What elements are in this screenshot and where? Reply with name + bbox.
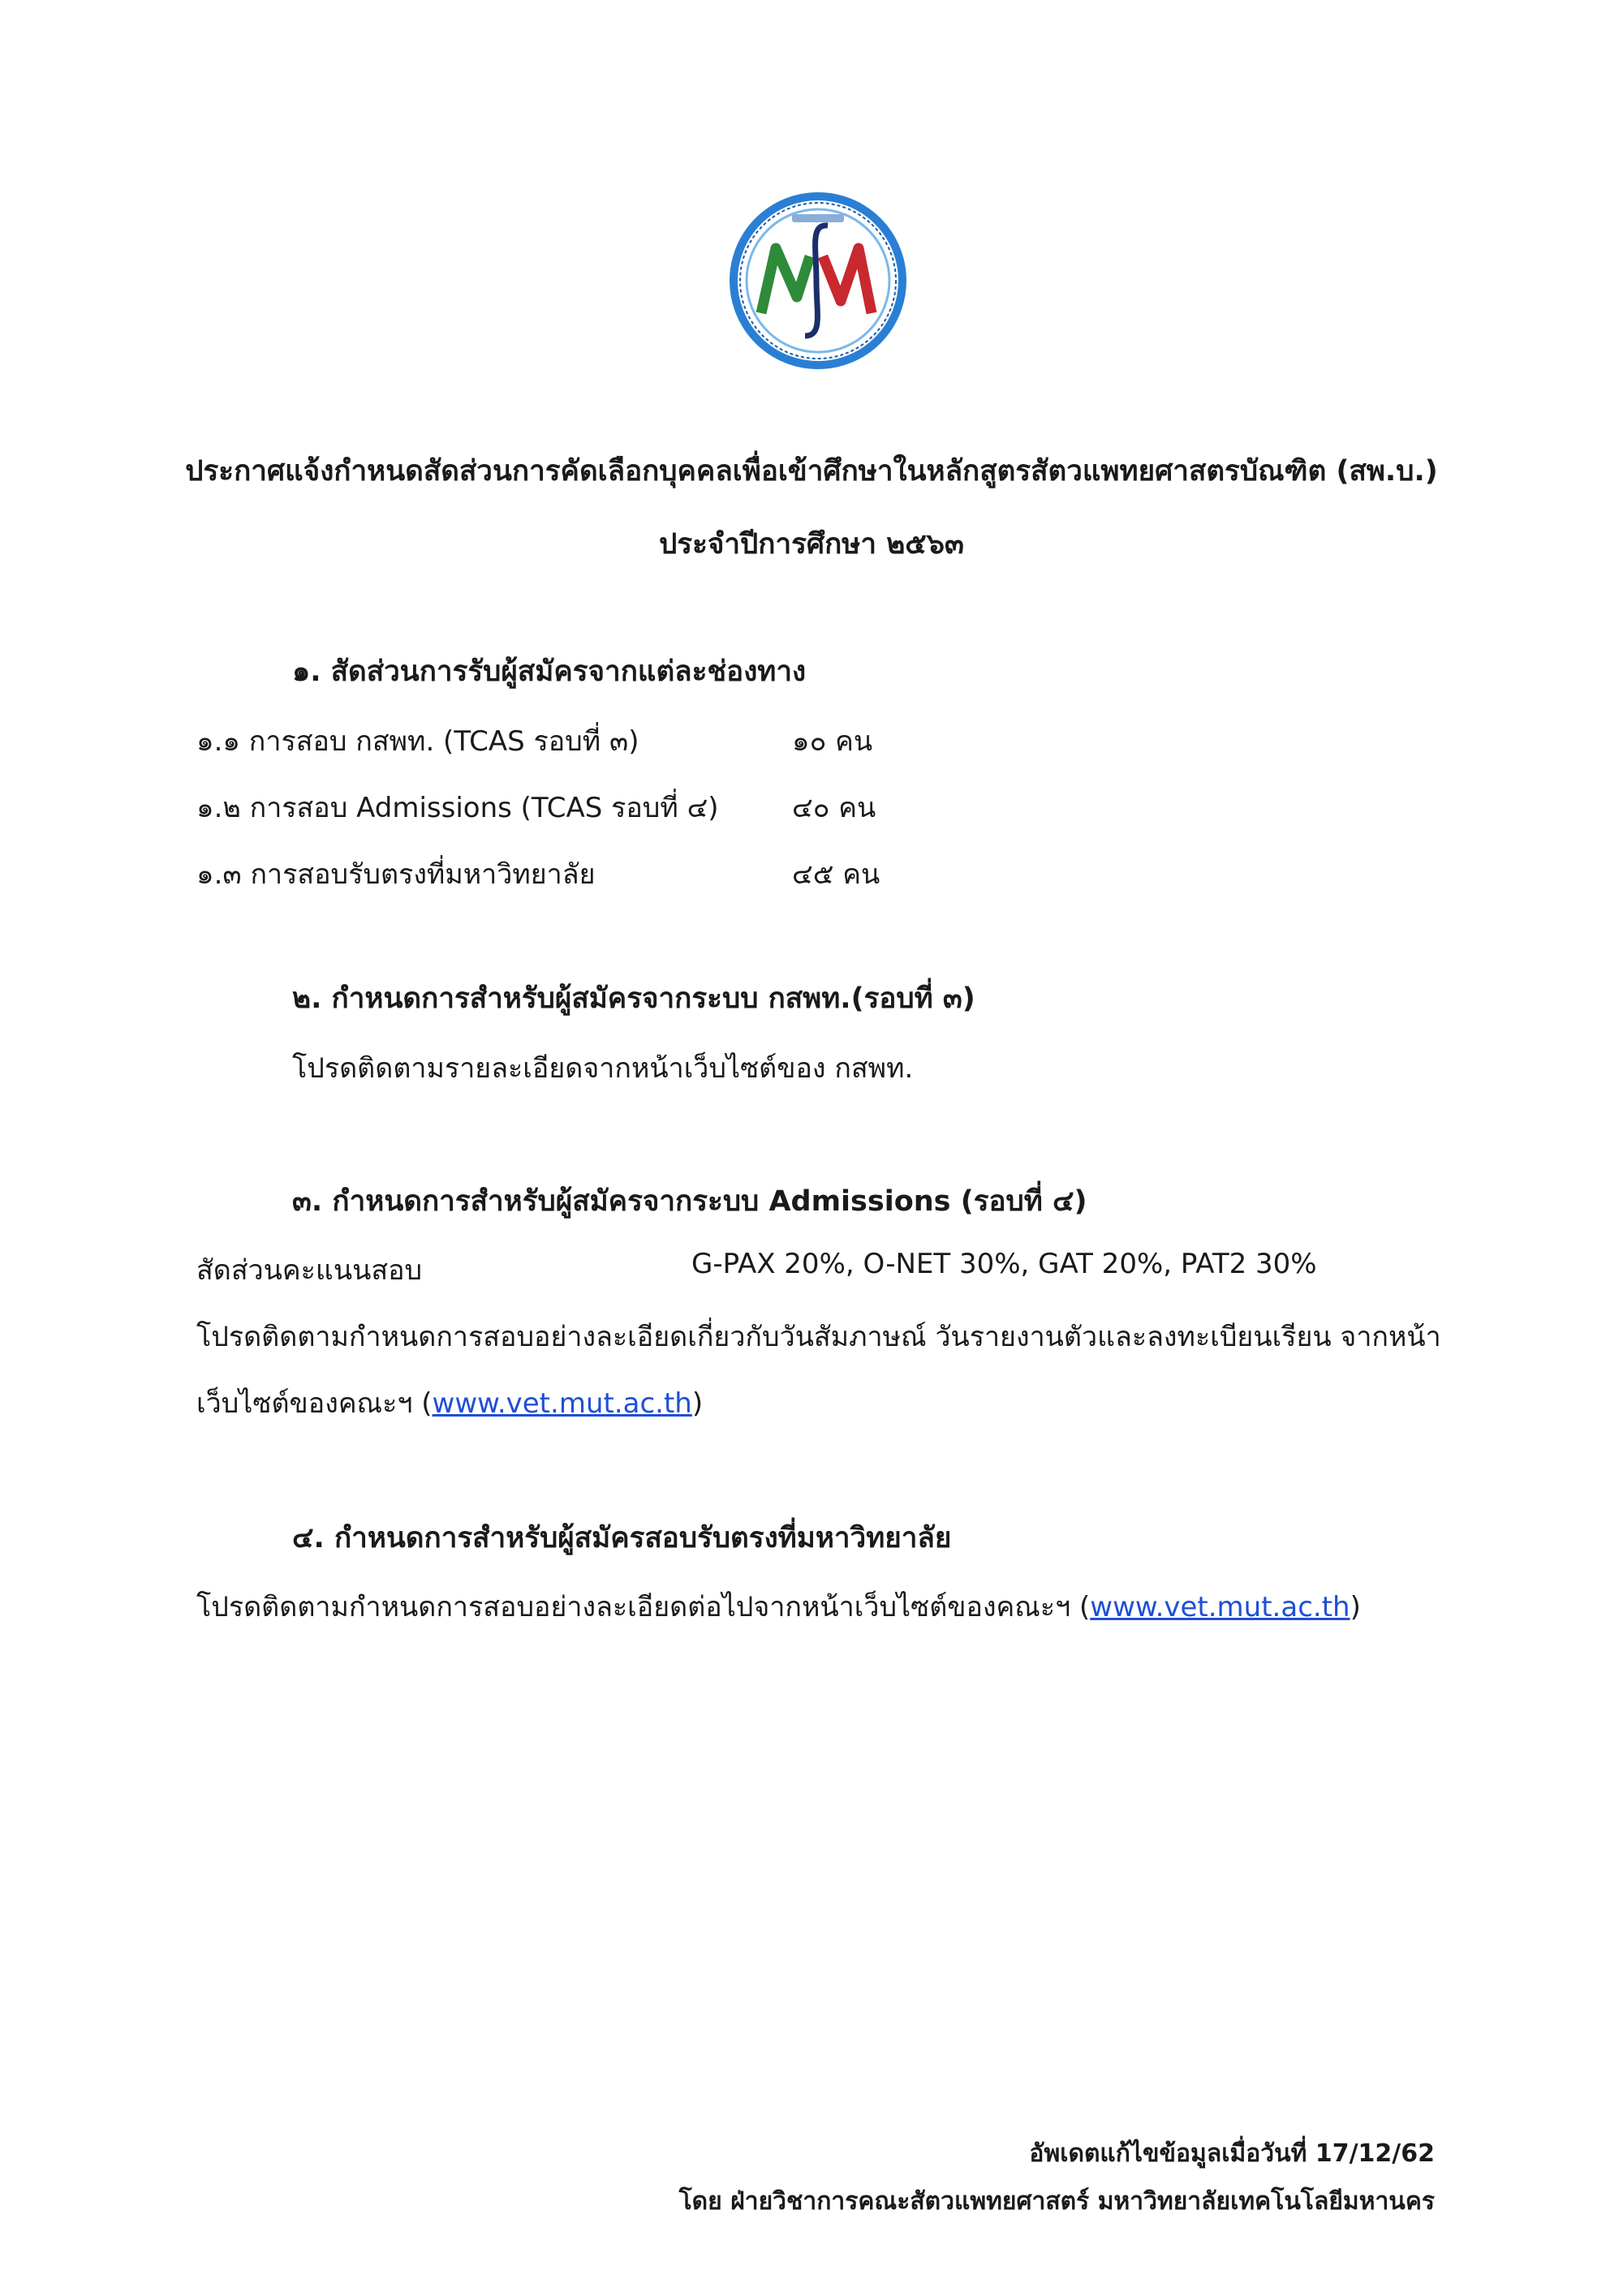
update-date: อัพเดตแก้ไขข้อมูลเมื่อวันที่ 17/12/62: [1029, 2139, 1435, 2168]
section3-text-suffix: ): [691, 1387, 704, 1420]
document-title: ประกาศแจ้งกำหนดสัดส่วนการคัดเลือกบุคคลเพื่อเข้าศึกษาในหลักสูตรสัตวแพทยศาสตรบัณฑิต (สพ.บ.): [185, 455, 1438, 488]
quota-label-2: ๑.๒ การสอบ Admissions (TCAS รอบที่ ๔): [196, 792, 719, 824]
score-ratio-label: สัดส่วนคะแนนสอบ: [196, 1254, 423, 1287]
section4-heading: ๔. กำหนดการสำหรับผู้สมัครสอบรับตรงที่มหาวิทยาลัย: [292, 1522, 952, 1554]
section4-text: [196, 1584, 1361, 1628]
quota-count-2: ๔๐ คน: [792, 792, 876, 824]
quota-count-1: ๑๐ คน: [792, 725, 873, 758]
section3-text-line2: [196, 1381, 703, 1425]
score-ratio-value: G-PAX 20%, O-NET 30%, GAT 20%, PAT2 30%: [691, 1248, 1317, 1280]
issuer: โดย ฝ่ายวิชาการคณะสัตวแพทยศาสตร์ มหาวิทยาลัยเทคโนโลยีมหานคร: [678, 2187, 1435, 2216]
section3-text-line1: โปรดติดตามกำหนดการสอบอย่างละเอียดเกี่ยวกับวันสัมภาษณ์ วันรายงานตัวและลงทะเบียนเรียน จากหน้า: [196, 1321, 1441, 1353]
section2-text: โปรดติดตามรายละเอียดจากหน้าเว็บไซต์ของ กสพท.: [292, 1052, 914, 1085]
faculty-website-link-2[interactable]: www.vet.mut.ac.th: [1090, 1591, 1350, 1623]
academic-year: ประจำปีการศึกษา ๒๕๖๓: [659, 528, 964, 561]
quota-label-3: ๑.๓ การสอบรับตรงที่มหาวิทยาลัย: [196, 858, 596, 891]
section4-text-prefix: โปรดติดตามกำหนดการสอบอย่างละเอียดต่อไปจากหน้าเว็บไซต์ของคณะฯ (: [196, 1591, 1091, 1623]
quota-count-3: ๔๕ คน: [792, 858, 880, 891]
faculty-logo: [729, 191, 907, 370]
section3-text-prefix: เว็บไซต์ของคณะฯ (: [196, 1387, 433, 1420]
section3-heading: ๓. กำหนดการสำหรับผู้สมัครจากระบบ Admissions (รอบที่ ๔): [292, 1185, 1087, 1218]
section2-heading: ๒. กำหนดการสำหรับผู้สมัครจากระบบ กสพท.(รอบที่ ๓): [292, 982, 975, 1015]
section4-text-suffix: ): [1350, 1591, 1361, 1623]
quota-label-1: ๑.๑ การสอบ กสพท. (TCAS รอบที่ ๓): [196, 725, 639, 758]
faculty-website-link[interactable]: www.vet.mut.ac.th: [432, 1387, 692, 1420]
section1-heading: ๑. สัดส่วนการรับผู้สมัครจากแต่ละช่องทาง: [292, 656, 807, 688]
